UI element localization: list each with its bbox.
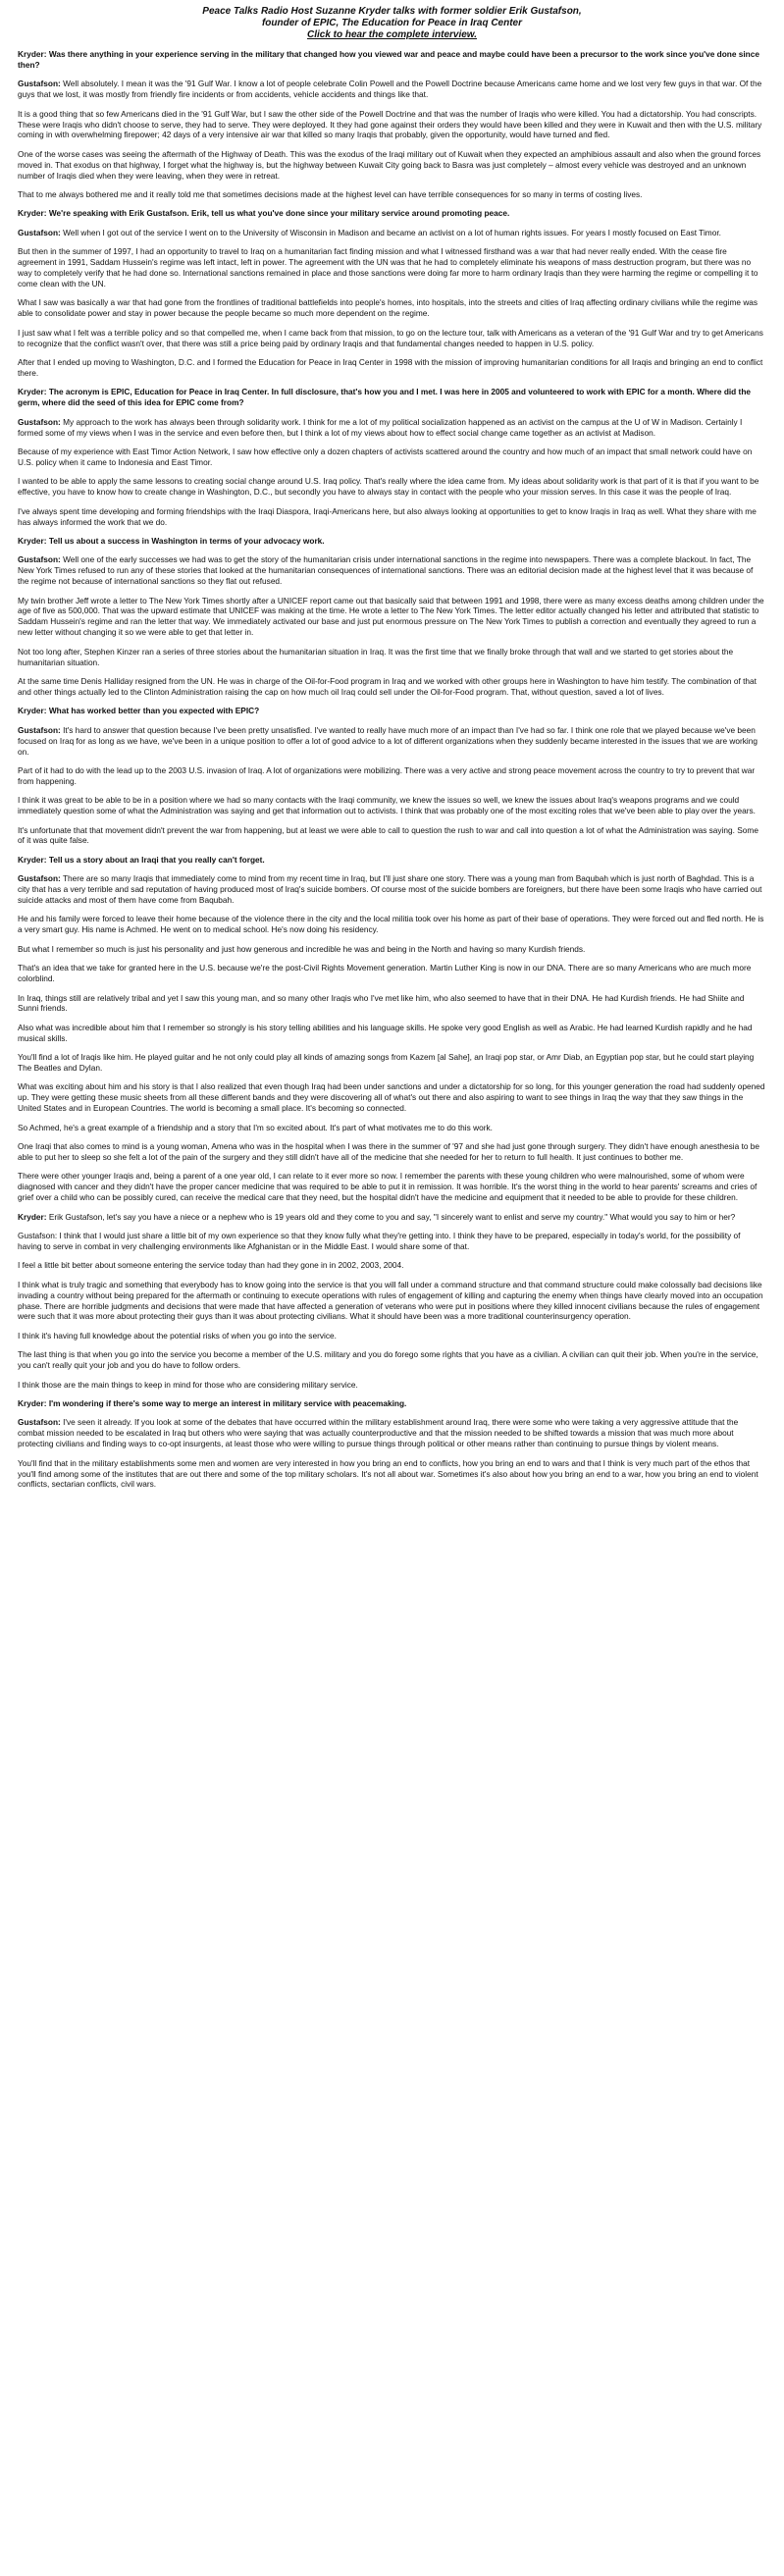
speaker-label: Kryder: <box>18 1211 47 1222</box>
answer-paragraph <box>18 246 766 289</box>
answer-paragraph <box>18 963 766 984</box>
answer-paragraph <box>18 765 766 787</box>
question-paragraph <box>18 706 766 716</box>
answer-paragraph <box>18 1458 766 1491</box>
paragraph-text: Was there anything in your experience serving in the military that changed how you viewed war and peace and maybe could have been a precursor to the work since you've done since then? <box>18 49 759 70</box>
paragraph-text: You'll find a lot of Iraqis like him. He played guitar and he not only could play all kinds of amazing songs from Kazem [al Sahe], an Iraqi pop star, or Amr Diab, an Egyptian pop star, but he could start playing The Beatles and Dylan. <box>18 1052 755 1074</box>
answer-paragraph <box>18 1417 766 1449</box>
answer-paragraph <box>18 914 766 935</box>
answer-paragraph <box>18 228 766 238</box>
paragraph-text: It is a good thing that so few Americans died in the '91 Gulf War, but I saw the other side of the Powell Doctrine and that was the number of Iraqis who were killed. You had a dictatorship. You had conscripts. These were Iraqis who didn't choose to serve, they had to serve. They were deployed. It they had gone against their orders they would have been killed and they were in Kuwait and then with the U.S. military coming in with overwhelming firepower; 42 days of a very intensive air war that killed so many Iraqis that probably, given the opportunity, would have turned and fled. <box>18 108 762 140</box>
paragraph-text: Gustafson: I think that I would just share a little bit of my own experience so that they know fully what they're getting into. I think they have to be prepared, especially in today's world, for the possibility of having to serve in combat in very challenging environments like Afghanistan or in the Middle East. I would share some of that. <box>18 1231 741 1251</box>
answer-paragraph <box>18 993 766 1015</box>
question-paragraph <box>18 208 766 219</box>
paragraph-text: Tell us about a success in Washington in terms of your advocacy work. <box>46 535 325 546</box>
paragraph-text: After that I ended up moving to Washington, D.C. and I formed the Education for Peace in Iraq Center in 1998 with the mission of improving humanitarian conditions for all Iraqis and bringing an end to conflict there. <box>18 357 763 378</box>
paragraph-text: It's hard to answer that question because I've been pretty unsatisfied. I've wanted to really have much more of an impact than I've had so far. I think one role that we played because we've been focused on Iraq for as long as we have, we've been in a unique position to offer a lot of good advice to a lot of different organizations when they suddenly became interested in the issues that we are working on. <box>18 724 758 757</box>
answer-paragraph <box>18 417 766 439</box>
answer-paragraph <box>18 447 766 468</box>
header-line-1: Peace Talks Radio Host Suzanne Kryder talks with former soldier Erik Gustafson, <box>202 6 582 17</box>
answer-paragraph <box>18 297 766 319</box>
paragraph-text: Part of it had to do with the lead up to the 2003 U.S. invasion of Iraq. A lot of organizations were mobilizing. There was a very active and strong peace movement across the country to try to prevent that war from happening. <box>18 764 756 786</box>
speaker-label: Kryder: <box>18 49 47 59</box>
paragraph-text: He and his family were forced to leave their home because of the violence there in the city and the local militia took over his home as part of their base of operations. They were forced out and fled north. He is a very smart guy. His name is Achmed. He went on to medical school. He's now doing his residency. <box>18 914 764 935</box>
paragraph-text: Well when I got out of the service I went on to the University of Wisconsin in Madison and became an activist on a lot of human rights issues. For years I mostly focused on East Timor. <box>60 227 721 237</box>
speaker-label: Kryder: <box>18 706 47 716</box>
answer-paragraph <box>18 79 766 100</box>
paragraph-text: I wanted to be able to apply the same lessons to creating social change around U.S. Iraq policy. That's really where the idea came from. My ideas about solidarity work is that part of it is that if you want to be effective, you have to know how to create change in Washington, D.C., but secondly you have to always stay in contact with the people who your mission serves. In this case it was the people of Iraq. <box>18 476 759 498</box>
paragraph-text: That to me always bothered me and it really told me that sometimes decisions made at the highest level can have terrible consequences for so many in terms of costing lives. <box>18 189 643 200</box>
question-paragraph <box>18 536 766 547</box>
answer-paragraph <box>18 944 766 955</box>
paragraph-text: But what I remember so much is just his personality and just how generous and incredible he was and being in the North and having so many Kurdish friends. <box>18 943 586 954</box>
paragraph-text: I think what is truly tragic and something that everybody has to know going into the service is that you will fall under a command structure and that command structure could make colossally bad decisions like invading a country without being prepared for the aftermath or continuing to execute operations with rules of engagement of killing and capturing the enemy when things have clearly moved into an occupation phase. There are horrible judgments and decisions that were made that have affected a generation of veterans who were put in positions where they killed innocent civilians because the rules of engagement were such that it was more about protecting their guys than it was about protecting civilians. What it should have been was a more traditional counterinsurgency operation. <box>18 1279 763 1322</box>
paragraph-text: That's an idea that we take for granted here in the U.S. because we're the post-Civil Rights Movement generation. Martin Luther King is now in our DNA. There are so many Americans who are much more colorblind. <box>18 963 752 984</box>
paragraph-text: Well absolutely. I mean it was the '91 Gulf War. I know a lot of people celebrate Colin Powell and the Powell Doctrine because Americans came home and we lost very few guys in that war. Of the guys that we lost, it was mostly from friendly fire incidents or from accidents, vehicle accidents and things like that. <box>18 79 762 100</box>
paragraph-text: Also what was incredible about him that I remember so strongly is his story telling abilities and his language skills. He spoke very good English as well as Arabic. He had learned Kurdish rapidly and he had musical skills. <box>18 1022 753 1043</box>
paragraph-text: Erik Gustafson, let's say you have a niece or a nephew who is 19 years old and they come to you and say, "I sincerely want to enlist and serve my country." What would you say to him or her? <box>46 1211 736 1222</box>
answer-paragraph <box>18 1231 766 1252</box>
paragraph-text: My twin brother Jeff wrote a letter to The New York Times shortly after a UNICEF report came out that basically said that between 1991 and 1998, there were as many excess deaths among children under the age of five as 500,000. That was the upward estimate that UNICEF was making at the time. He wrote a letter to The New York Times. The letter editor actually changed his letter and attributed that statistic to Saddam Hussein's regime and ran the letter that way. We immediately activated our base and just put enormous pressure on The New York Times to publish a correction and eventually they agreed to run a new letter without changing it so we were able to get that letter in. <box>18 595 764 638</box>
paragraph-text: Well one of the early successes we had was to get the story of the humanitarian crisis under international sanctions in the regime into newspapers. There was a complete blackout. In fact, The New York Times refused to run any of these stories that looked at the humanitarian consequences of international sanctions. There was an editorial decision made at the highest level that it was because of the regime not because of international sanctions so they flat out refused. <box>18 554 754 587</box>
speaker-label: Kryder: <box>18 387 47 397</box>
answer-paragraph <box>18 189 766 200</box>
paragraph-text: But then in the summer of 1997, I had an opportunity to travel to Iraq on a humanitarian fact finding mission and what I witnessed firsthand was a war that had never really ended. With the cease fire agreement in 1991, Saddam Hussein's regime was left intact, left in power. The agreement with the UN was that he had to completely eliminate his weapons of mass destruction program, but there was no way to completely verify that he had done so. International sanctions remained in place and those sanctions were doing far more to harm ordinary Iraqis than they were harming the regime or compelling it to come clean with the UN. <box>18 246 758 289</box>
answer-paragraph <box>18 357 766 379</box>
article-header <box>18 6 766 41</box>
paragraph-text: I think it's having full knowledge about the potential risks of when you go into the service. <box>18 1330 337 1341</box>
answer-paragraph <box>18 1280 766 1323</box>
answer-paragraph <box>18 149 766 182</box>
question-paragraph <box>18 49 766 71</box>
answer-paragraph <box>18 825 766 847</box>
answer-paragraph <box>18 1023 766 1044</box>
speaker-label: Gustafson: <box>18 79 61 89</box>
header-line-2: founder of EPIC, The Education for Peace in Iraq Center <box>261 18 523 28</box>
speaker-label: Gustafson: <box>18 724 61 735</box>
answer-paragraph <box>18 596 766 639</box>
speaker-label: Gustafson: <box>18 554 61 565</box>
answer-paragraph <box>18 1141 766 1163</box>
paragraph-text: There are so many Iraqis that immediately come to mind from my recent time in Iraq, but I'll just share one story. There was a young man from Baqubah which is just north of Baghdad. This is a city that has a very terrible and sad reputation of having produced most of Iraq's suicide bombers. Of course most of the suicide bombers are foreigners, but there have been some Iraqis who have carried out suicide attacks and most of them have come from Baqubah. <box>18 873 762 906</box>
paragraph-text: There were other younger Iraqis and, being a parent of a one year old, I can relate to it ever more so now. I remember the parents with these young children who were malnourished, some of whom were diagnosed with cancer and they didn't have the proper cancer medicine that was required to be able to put it in remission. It was horrible. It's the worst thing in the world to hear parents' screams and cries of grief over a child who can be possibly cured, can receive the medical care that they need, but the hospital didn't have the medicine and equipment that it needed to be able to provide for these children. <box>18 1171 758 1203</box>
paragraph-text: At the same time Denis Halliday resigned from the UN. He was in charge of the Oil-for-Food program in Iraq and we worked with other groups here in Washington to have him testify. The combination of that and other things actually led to the Clinton Administration raising the cap on how much oil Iraq could sell under the Oil-for-Food program. That, without question, saved a lot of lives. <box>18 675 757 697</box>
question-paragraph <box>18 387 766 408</box>
speaker-label: Gustafson: <box>18 1417 61 1428</box>
paragraph-text: So Achmed, he's a great example of a friendship and a story that I'm so excited about. It's part of what motivates me to do this work. <box>18 1122 493 1132</box>
paragraph-text: I feel a little bit better about someone entering the service today than had they gone in in 2002, 2003, 2004. <box>18 1260 404 1271</box>
answer-paragraph <box>18 1349 766 1371</box>
paragraph-text: I've always spent time developing and forming friendships with the Iraqi Diaspora, Iraqi-Americans here, but also always looking at opportunities to get to know Iraqis in Iraq as well. What they share with me has always informed the work that we do. <box>18 505 757 527</box>
paragraph-text: The last thing is that when you go into the service you become a member of the U.S. military and you do forego some rights that you have as a civilian. A civilian can quit their job. When you're in the service, you can't really quit your job and you do have to follow orders. <box>18 1349 758 1371</box>
answer-paragraph <box>18 1171 766 1203</box>
paragraph-text: It's unfortunate that that movement didn't prevent the war from happening, but at least we were able to call to question the rush to war and call into question a lot of what the Administration was saying. Some of it was quite false. <box>18 824 758 846</box>
paragraph-text: I think those are the main things to keep in mind for those who are considering military service. <box>18 1379 358 1390</box>
answer-paragraph <box>18 506 766 528</box>
paragraph-text: Because of my experience with East Timor Action Network, I saw how effective only a dozen chapters of activists scattered around the country and how much of an impact that small network could have on U.S. policy when it came to Indonesia and East Timor. <box>18 446 753 467</box>
speaker-label: Kryder: <box>18 208 47 219</box>
paragraph-text: I've seen it already. If you look at some of the debates that have occurred within the military establishment around Iraq, there were some who were taking a very aggressive attitude that the combat mission needed to be escalated in Iraq but others who were saying that was actually counterproductive and that the mission needed to be shifted towards a mission that was much more about protecting civilians and finding ways to co-opt insurgents, at least those who were willing to pursue things through political or other means rather than continuing to pursue things by violent means. <box>18 1417 739 1449</box>
answer-paragraph <box>18 1331 766 1341</box>
answer-paragraph <box>18 1212 766 1223</box>
paragraph-text: What has worked better than you expected with EPIC? <box>46 706 260 716</box>
answer-paragraph <box>18 647 766 668</box>
answer-paragraph <box>18 476 766 498</box>
paragraph-text: One of the worse cases was seeing the aftermath of the Highway of Death. This was the exodus of the Iraqi military out of Kuwait when they expected an amphibious assault and also when the ground forces moved in. That exodus on that highway, I forget what the highway is, but the highway between Kuwait City going back to Basra was just completely – almost every vehicle was destroyed and an unknown number of Iraqis died when they were leaving, when they were in retreat. <box>18 148 761 181</box>
speaker-label: Gustafson: <box>18 873 61 884</box>
speaker-label: Kryder: <box>18 535 47 546</box>
paragraph-text: I think it was great to be able to be in a position where we had so many contacts with the Iraqi community, we knew the issues so well, we knew the issues about Iraq's weapons programs and we could immediately question some of what the Administration was saying and get that information out to activists. I think that was probably one of the most exciting roles that we've been able to play over the years. <box>18 795 756 816</box>
paragraph-text: You'll find that in the military establishments some men and women are very interested in how you bring an end to conflicts, how you bring an end to wars and that I think is very much part of the ethos that you'll find among some of the institutes that are out there and some of the top military scholars. It's not all about war. Sometimes it's also about how you bring an end to a war, how you bring an end to violent conflicts, sectarian conflicts, civil wars. <box>18 1457 758 1490</box>
speaker-label: Kryder: <box>18 854 47 865</box>
paragraph-text: One Iraqi that also comes to mind is a young woman, Amena who was in the hospital when I was there in the summer of '97 and she had just gone through surgery. They didn't have enough anesthesia to be able to put her to sleep so she felt a lot of the pain of the surgery and they still didn't have all of the medicine that she needed for her to return to full health. It just continues to bother me. <box>18 1141 760 1162</box>
answer-paragraph <box>18 109 766 141</box>
answer-paragraph <box>18 328 766 349</box>
answer-paragraph <box>18 554 766 587</box>
paragraph-text: We're speaking with Erik Gustafson. Erik, tell us what you've done since your military service around promoting peace. <box>46 208 510 219</box>
paragraph-text: Tell us a story about an Iraqi that you really can't forget. <box>46 854 265 865</box>
hear-interview-link[interactable]: Click to hear the complete interview. <box>306 29 477 40</box>
paragraph-text: I just saw what I felt was a terrible policy and so that compelled me, when I came back from that mission, to go on the lecture tour, talk with Americans as a veteran of the '91 Gulf War and try to get Americans to recognize that the conflict wasn't over, that there was still a price being paid by ordinary Iraqis and that fundamental changes needed to happen in U.S. policy. <box>18 327 763 348</box>
paragraph-text: What was exciting about him and his story is that I also realized that even though Iraq had been under sanctions and under a dictatorship for so long, for this younger generation the road had suddenly opened up. They were getting these music sheets from all these different bands and they were discovering all of what's out there and also aspiring to want to see things in Iraq the way that they saw things in the United States and in European Countries. The world is becoming a small place. It's becoming so connected. <box>18 1081 765 1114</box>
answer-paragraph <box>18 1123 766 1133</box>
speaker-label: Kryder: <box>18 1397 47 1408</box>
question-paragraph <box>18 1398 766 1409</box>
paragraph-text: In Iraq, things still are relatively tribal and yet I saw this young man, and so many other Iraqis who I've met like him, who also seemed to have that in their DNA. He had Kurdish friends. He had Shiite and Sunni friends. <box>18 992 745 1014</box>
article-body <box>18 49 766 1490</box>
paragraph-text: Not too long after, Stephen Kinzer ran a series of three stories about the humanitarian situation in Iraq. It was the first time that we finally broke through that wall and we started to get stories about the humanitarian situation. <box>18 646 734 667</box>
answer-paragraph <box>18 676 766 698</box>
speaker-label: Gustafson: <box>18 416 61 427</box>
answer-paragraph <box>18 1260 766 1271</box>
answer-paragraph <box>18 1081 766 1114</box>
answer-paragraph <box>18 795 766 816</box>
answer-paragraph <box>18 873 766 906</box>
answer-paragraph <box>18 725 766 758</box>
paragraph-text: My approach to the work has always been through solidarity work. I think for me a lot of my political socialization happened as an activist on the campus at the U of W in Madison. Certainly I formed some of my views when I was in the service and even before then, but I think a lot of my views about how to effect social change came together as an activist at Madison. <box>18 416 743 438</box>
answer-paragraph <box>18 1052 766 1074</box>
paragraph-text: What I saw was basically a war that had gone from the frontlines of traditional battlefields into people's homes, into hospitals, into the streets and cities of Iraq affecting ordinary civilians while the regime was able to consolidate power and stay in power because the people became so much more dependent on the regime. <box>18 297 758 319</box>
answer-paragraph <box>18 1380 766 1391</box>
paragraph-text: The acronym is EPIC, Education for Peace in Iraq Center. In full disclosure, that's how you and I met. I was here in 2005 and volunteered to work with EPIC for a month. Where did the germ, where did the seed of this idea for EPIC come from? <box>18 387 752 408</box>
question-paragraph <box>18 855 766 866</box>
speaker-label: Gustafson: <box>18 227 61 237</box>
paragraph-text: I'm wondering if there's some way to merge an interest in military service with peacemaking. <box>46 1397 407 1408</box>
